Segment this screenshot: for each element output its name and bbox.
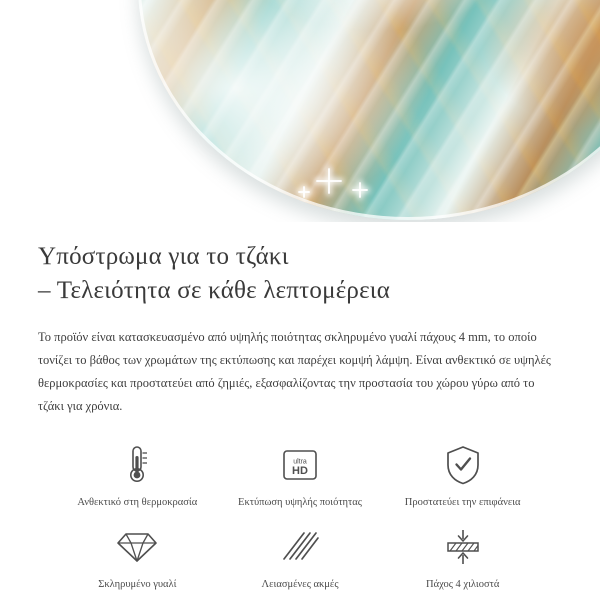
feature-label: Εκτύπωση υψηλής ποιότητας [238, 497, 362, 508]
feature-label: Προστατεύει την επιφάνεια [404, 497, 521, 508]
feature-label: Πάχος 4 χιλιοστά [426, 578, 500, 590]
content-block [0, 222, 600, 591]
feature-item-print-quality [219, 442, 382, 510]
marble-plate-image [138, 0, 600, 220]
feature-label: Ανθεκτικό στη θερμοκρασία [77, 497, 198, 508]
diamond-icon [116, 524, 158, 570]
feature-label: Σκληρυμένο γυαλί [98, 578, 177, 590]
ultra-hd-icon [280, 442, 320, 488]
feature-item-polished-edges [219, 524, 382, 592]
svg-text:HD: HD [292, 465, 308, 477]
feature-item-surface-protection [381, 442, 544, 510]
headline-line-1: Υπόστρωμα για το τζάκι [38, 243, 289, 270]
feature-item-tempered-glass [56, 524, 219, 592]
description-paragraph: Το προϊόν είναι κατασκευασμένο από υψηλής ποιότητας σκληρυμένο γυαλί πάχους 4 mm, το οποίο τονίζει το βάθος των χρωμάτων της εκτύπωσης και παρέχει κομψή λάμψη. Είναι ανθεκτικό σε υψηλές θερμοκρασίες και προστατεύει από ζημιές, εξασφαλίζοντας την προστασία του χώρου γύρω από το τζάκι για χρόνια. [38, 329, 551, 413]
page-title [38, 240, 562, 308]
polished-edges-icon [279, 524, 321, 570]
thickness-arrows-icon [442, 524, 484, 570]
svg-text:ultra: ultra [293, 458, 307, 466]
hero-image [0, 0, 600, 222]
feature-label: Λειασμένες ακμές [261, 578, 339, 590]
feature-grid [38, 442, 562, 591]
feature-item-temperature [56, 442, 219, 510]
headline-line-2: – Τελειότητα σε κάθε λεπτομέρεια [38, 276, 391, 304]
thermometer-icon [122, 442, 152, 488]
feature-item-thickness [381, 524, 544, 592]
shield-check-icon [444, 442, 482, 488]
